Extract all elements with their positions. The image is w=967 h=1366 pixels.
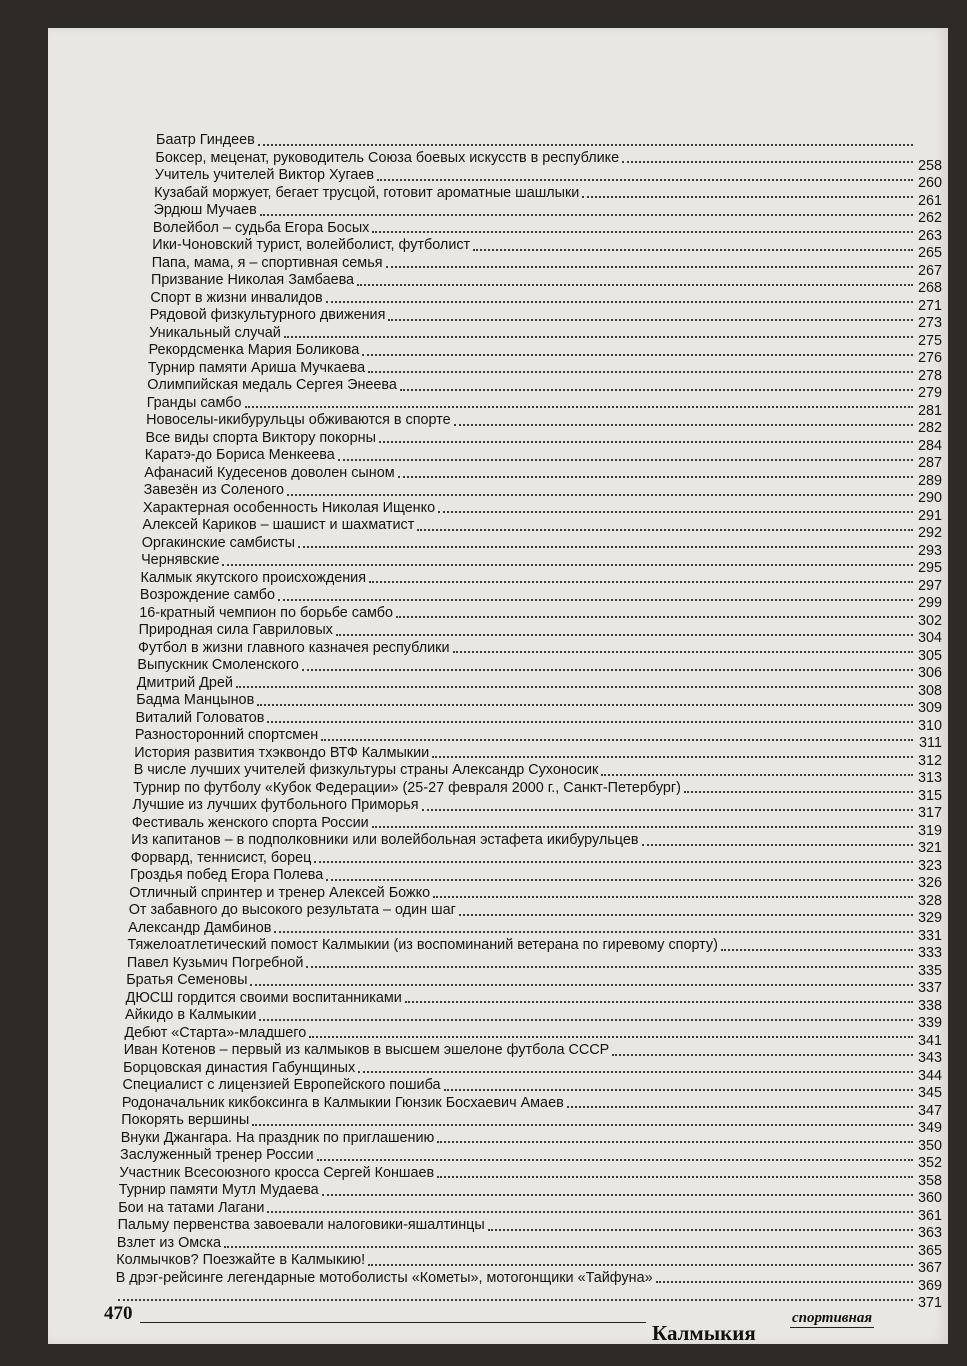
toc-entry-title: Специалист с лицензией Европейского пошиба: [122, 1077, 441, 1093]
toc-dot-leader: [453, 651, 914, 653]
toc-dot-leader: [372, 826, 913, 828]
toc-entry: [138, 639, 942, 664]
toc-dot-leader: [422, 809, 913, 811]
toc-dot-leader: [245, 406, 913, 408]
toc-dot-leader: [336, 634, 913, 636]
toc-entry-title: Алексей Кариков – шашист и шахматист: [142, 517, 415, 533]
toc-entry: [134, 744, 942, 769]
toc-entry-page: 369: [917, 1277, 942, 1294]
footer-rule: [140, 1322, 646, 1323]
toc-dot-leader: [642, 844, 913, 846]
toc-entry-title: Пальму первенства завоевали налоговики-яшалтинцы: [117, 1217, 485, 1233]
toc-entry: [116, 1252, 942, 1276]
toc-entry-page: 309: [917, 700, 942, 716]
toc-entry: [123, 1042, 942, 1066]
toc-entry: [131, 832, 942, 856]
toc-entry-title: Взлет из Омска: [116, 1234, 221, 1251]
toc-entry-page: 291: [917, 507, 942, 524]
toc-dot-leader: [259, 1019, 913, 1021]
toc-entry-page: 339: [917, 1015, 942, 1031]
toc-entry-page: 312: [917, 752, 942, 769]
toc-entry-title: Участник Всесоюзного кросса Сергей Коншаев: [119, 1164, 435, 1181]
toc-entry-page: 284: [917, 437, 942, 454]
toc-entry-title: Завезён из Соленого: [143, 482, 285, 498]
toc-entry-page: 349: [917, 1120, 942, 1136]
toc-entry-title: Эрдюш Мучаев: [153, 202, 257, 218]
toc-entry: [149, 324, 942, 349]
toc-entry-title: Борцовская династия Габунщиных: [123, 1059, 356, 1076]
toc-dot-leader: [357, 284, 913, 286]
toc-entry-page: 299: [917, 595, 942, 611]
toc-entry: [130, 849, 942, 874]
toc-entry: [127, 937, 943, 961]
toc-entry: [136, 674, 942, 699]
toc-entry-page: 282: [917, 420, 942, 436]
toc-dot-leader: [601, 774, 913, 776]
toc-dot-leader: [377, 179, 913, 181]
toc-dot-leader: [567, 1106, 913, 1108]
toc-entry-title: ДЮСШ гордится своими воспитанниками: [125, 989, 402, 1006]
toc-entry-title: Рекордсменка Мария Боликова: [148, 342, 360, 358]
toc-entry: [115, 1269, 942, 1294]
toc-entry-title: Природная сила Гавриловых: [138, 622, 333, 638]
toc-entry: [150, 289, 942, 314]
toc-entry-title: Лучшие из лучших футбольного Приморья: [132, 797, 419, 813]
toc-entry-page: 347: [917, 1102, 942, 1119]
toc-dot-leader: [326, 879, 913, 881]
toc-entry: [141, 552, 942, 576]
toc-dot-leader: [267, 721, 913, 723]
toc-dot-leader: [582, 196, 913, 198]
toc-dot-leader: [338, 459, 913, 461]
toc-entry-title: Павел Кузьмич Погребной: [126, 954, 304, 971]
toc-entry: [145, 429, 943, 454]
toc-entry-title: Выпускник Смоленского: [137, 657, 299, 673]
toc-entry-page: 317: [917, 805, 942, 821]
toc-entry-title: Александр Дамбинов: [128, 919, 272, 936]
toc-entry-title: Баатр Гиндеев: [156, 132, 255, 148]
toc-dot-leader: [306, 966, 913, 968]
toc-entry: [146, 412, 942, 436]
toc-entry-title: От забавного до высокого результата – один шаг: [128, 902, 456, 918]
toc-entry: [134, 727, 942, 751]
toc-entry-title: Каратэ-до Бориса Менкеева: [144, 447, 335, 463]
toc-entry-title: В числе лучших учителей физкультуры страны Александр Сухоносик: [133, 762, 599, 778]
toc-dot-leader: [433, 896, 913, 898]
toc-entry: [124, 1024, 942, 1049]
toc-entry-page: 344: [917, 1067, 942, 1084]
toc-entry-title: Фестиваль женского спорта России: [131, 814, 369, 831]
toc-entry-title: Турнир памяти Ариша Мучкаева: [147, 359, 366, 376]
toc-dot-leader: [438, 511, 913, 513]
toc-entry: [120, 1147, 942, 1171]
toc-entry: [115, 1287, 942, 1311]
toc-entry: [120, 1129, 942, 1154]
toc-entry-title: В дрэг-рейсинге легендарные мотоболисты «Кометы», мотогонщики «Тайфуна»: [115, 1269, 653, 1286]
toc-entry-page: 341: [917, 1032, 942, 1049]
toc-entry: [129, 884, 942, 909]
toc-entry: [139, 587, 942, 611]
toc-dot-leader: [274, 931, 913, 933]
toc-entry-page: 261: [917, 192, 942, 209]
toc-entry: [121, 1112, 942, 1136]
toc-entry-title: Все виды спорта Виктору покорны: [145, 429, 376, 446]
toc-entry: [143, 482, 942, 506]
table-of-contents: [112, 132, 942, 1311]
toc-entry-title: Возрождение самбо: [139, 587, 275, 603]
toc-entry-page: 321: [917, 840, 942, 856]
toc-dot-leader: [298, 546, 913, 548]
toc-entry: [137, 657, 942, 681]
toc-entry-title: Гроздья побед Егора Полева: [130, 867, 324, 883]
toc-entry-page: 361: [917, 1207, 942, 1224]
toc-dot-leader: [417, 529, 913, 531]
toc-dot-leader: [398, 476, 913, 478]
toc-entry-page: 268: [917, 280, 942, 296]
toc-entry: [146, 394, 942, 419]
toc-entry: [118, 1199, 942, 1224]
toc-entry: [132, 797, 942, 821]
toc-entry-title: Родоначальник кикбоксинга в Калмыкии Гюнзик Босхаевич Амаев: [121, 1094, 564, 1111]
toc-entry: [140, 569, 943, 594]
toc-entry-title: Бадма Манцынов: [136, 692, 255, 708]
toc-entry-page: 306: [917, 665, 942, 681]
toc-dot-leader: [622, 161, 913, 163]
toc-entry: [117, 1217, 942, 1241]
toc-dot-leader: [369, 581, 913, 583]
toc-entry: [143, 499, 942, 524]
toc-entry: [125, 1007, 942, 1031]
toc-entry: [118, 1182, 942, 1206]
toc-entry-title: Ики-Чоновский турист, волейболист, футболист: [152, 237, 471, 253]
toc-dot-leader: [444, 1089, 914, 1091]
toc-dot-leader: [454, 424, 913, 426]
toc-entry: [128, 902, 942, 926]
toc-entry-title: Бои на татами Лагани: [118, 1199, 265, 1216]
toc-entry: [136, 692, 942, 716]
toc-dot-leader: [236, 686, 913, 688]
toc-entry-page: 333: [917, 945, 942, 961]
toc-entry-title: Дебют «Старта»-младшего: [124, 1024, 307, 1041]
toc-entry-page: 262: [917, 210, 942, 226]
toc-entry-page: 265: [917, 245, 942, 261]
toc-dot-leader: [437, 1176, 913, 1178]
toc-entry-title: Из капитанов – в подполковники или волейбольная эстафета икибурульцев: [131, 832, 639, 848]
toc-dot-leader: [396, 616, 913, 618]
toc-entry: [155, 149, 942, 174]
toc-dot-leader: [326, 301, 913, 303]
toc-entry: [135, 709, 943, 734]
toc-entry-page: 363: [917, 1225, 942, 1241]
toc-dot-leader: [405, 1001, 913, 1003]
toc-entry: [144, 447, 942, 471]
toc-entry: [144, 464, 942, 489]
toc-entry-page: 335: [917, 962, 942, 979]
toc-entry: [154, 167, 942, 191]
toc-entry-page: 323: [917, 857, 942, 874]
toc-dot-leader: [302, 669, 913, 671]
toc-entry-page: 281: [917, 402, 942, 419]
toc-entry: [149, 307, 942, 331]
toc-entry-page: 329: [917, 910, 942, 926]
toc-entry-title: Разносторонний спортсмен: [134, 727, 319, 743]
toc-dot-leader: [358, 1071, 913, 1073]
toc-dot-leader: [684, 791, 913, 793]
toc-entry-page: 290: [917, 490, 942, 506]
toc-entry: [152, 219, 942, 244]
toc-entry: [126, 972, 942, 996]
toc-entry-page: 365: [917, 1242, 942, 1259]
toc-entry-page: 350: [917, 1137, 942, 1154]
toc-entry-page: 271: [917, 297, 942, 314]
toc-entry-title: Калмык якутского происхождения: [140, 569, 366, 586]
toc-entry-title: Колмычков? Поезжайте в Калмыкию!: [116, 1252, 366, 1268]
toc-entry-title: Виталий Головатов: [135, 709, 265, 726]
toc-dot-leader: [612, 1054, 913, 1056]
toc-entry-title: Покорять вершины: [121, 1112, 250, 1128]
toc-dot-leader: [488, 1229, 913, 1231]
toc-entry-page: 295: [917, 560, 942, 576]
toc-entry-title: История развития тхэквондо ВТФ Калмыкии: [134, 744, 430, 761]
toc-entry-title: Внуки Джангара. На праздник по приглашению: [120, 1129, 435, 1146]
toc-entry: [133, 762, 942, 786]
toc-entry-title: Братья Семеновы: [126, 972, 248, 988]
toc-entry-title: Оргакинские самбисты: [141, 534, 295, 551]
toc-entry-title: 16-кратный чемпион по борьбе самбо: [139, 604, 393, 621]
toc-entry-title: Форвард, теннисист, борец: [130, 849, 312, 866]
toc-entry-page: 310: [917, 717, 942, 734]
toc-dot-leader: [656, 1281, 913, 1283]
toc-entry-page: 328: [917, 892, 942, 909]
toc-entry-title: Турнир памяти Мутл Мудаева: [118, 1182, 319, 1198]
book-page: [48, 28, 948, 1344]
toc-entry-title: Боксер, меценат, руководитель Союза боевых искусств в республике: [155, 149, 620, 166]
toc-entry-page: 315: [917, 787, 942, 804]
toc-entry: [156, 132, 942, 150]
toc-entry-title: Айкидо в Калмыкии: [125, 1007, 257, 1023]
toc-entry-page: 326: [917, 875, 942, 891]
toc-entry: [131, 814, 942, 839]
footer-tagline: спортивная: [792, 1310, 873, 1326]
toc-entry-page: 338: [917, 997, 942, 1014]
toc-entry-page: 260: [917, 175, 942, 191]
toc-entry-page: 258: [917, 157, 942, 174]
toc-entry-page: 276: [917, 350, 942, 366]
toc-entry: [153, 202, 943, 226]
toc-entry-page: 313: [917, 770, 942, 786]
toc-entry-page: 275: [917, 332, 942, 349]
toc-entry-title: Чернявские: [141, 552, 220, 568]
toc-entry: [139, 604, 942, 629]
toc-entry-title: Гранды самбо: [146, 394, 242, 411]
toc-entry-page: 358: [917, 1172, 942, 1189]
toc-entry-page: 273: [917, 315, 942, 331]
toc-entry-title: Иван Котенов – первый из калмыков в высшем эшелоне футбола СССР: [123, 1042, 610, 1058]
toc-entry-page: 345: [917, 1085, 942, 1101]
toc-entry-page: 289: [917, 472, 942, 489]
toc-dot-leader: [257, 704, 913, 706]
toc-entry: [116, 1234, 942, 1259]
toc-entry: [147, 359, 942, 384]
toc-entry: [133, 779, 942, 804]
toc-entry-page: 302: [917, 612, 942, 629]
toc-dot-leader: [322, 1194, 913, 1196]
toc-entry-page: 278: [917, 367, 942, 384]
toc-entry-page: 287: [917, 455, 942, 471]
toc-dot-leader: [388, 319, 913, 321]
toc-entry: [151, 254, 942, 279]
toc-entry-page: 304: [917, 630, 942, 646]
toc-dot-leader: [368, 371, 913, 373]
toc-entry: [141, 534, 942, 559]
toc-entry-title: Уникальный случай: [149, 324, 281, 341]
toc-entry-title: Олимпийская медаль Сергея Энеева: [147, 377, 397, 393]
toc-entry-page: 311: [919, 735, 942, 751]
toc-dot-leader: [314, 861, 913, 863]
toc-dot-leader: [284, 336, 913, 338]
toc-entry-title: Тяжелоатлетический помост Калмыкии (из воспоминаний ветерана по гиревому спорту): [127, 937, 718, 953]
toc-entry-page: 343: [917, 1050, 942, 1066]
toc-entry: [142, 517, 942, 541]
toc-entry-page: 360: [917, 1190, 942, 1206]
toc-entry-page: 263: [917, 227, 942, 244]
toc-entry: [151, 272, 942, 296]
toc-dot-leader: [400, 389, 913, 391]
toc-entry-title: Отличный спринтер и тренер Алексей Божко: [129, 884, 431, 901]
toc-entry-page: 352: [917, 1155, 942, 1171]
toc-dot-leader: [278, 599, 913, 601]
toc-dot-leader: [459, 914, 913, 916]
toc-entry: [148, 342, 942, 366]
toc-entry-title: Кузабай моржует, бегает трусцой, готовит ароматные шашлыки: [154, 184, 580, 201]
toc-dot-leader: [222, 564, 913, 566]
toc-entry: [128, 919, 942, 944]
toc-entry-page: 331: [917, 927, 942, 944]
footer-brand: Калмыкия: [652, 1321, 756, 1345]
toc-entry: [121, 1094, 942, 1119]
toc-entry-title: Турнир по футболу «Кубок Федерации» (25-27 февраля 2000 г., Санкт-Петербург): [133, 779, 681, 796]
toc-entry: [125, 989, 942, 1014]
toc-dot-leader: [267, 1211, 913, 1213]
toc-entry-title: Афанасий Кудесенов доволен сыном: [144, 464, 395, 481]
toc-dot-leader: [473, 249, 913, 251]
page-number: 470: [104, 1303, 133, 1324]
toc-entry: [152, 237, 942, 261]
toc-dot-leader: [224, 1246, 913, 1248]
toc-entry: [123, 1059, 942, 1084]
toc-entry-page: 337: [917, 980, 942, 996]
toc-entry-page: 308: [917, 682, 942, 699]
toc-entry-title: Футбол в жизни главного казначея республики: [138, 639, 450, 656]
toc-entry-title: Дмитрий Дрей: [136, 674, 233, 691]
toc-dot-leader: [118, 1299, 913, 1301]
toc-dot-leader: [432, 756, 913, 758]
toc-entry-page: 292: [917, 525, 942, 541]
toc-dot-leader: [362, 354, 913, 356]
toc-dot-leader: [721, 949, 913, 951]
toc-entry-title: Учитель учителей Виктор Хугаев: [154, 167, 375, 183]
toc-dot-leader: [372, 231, 913, 233]
toc-dot-leader: [287, 494, 913, 496]
toc-dot-leader: [379, 441, 913, 443]
toc-entry: [147, 377, 942, 401]
toc-entry-title: Новоселы-икибурульцы обживаются в спорте: [146, 412, 451, 428]
toc-dot-leader: [309, 1036, 913, 1038]
toc-entry-title: Призвание Николая Замбаева: [151, 272, 355, 288]
toc-entry-title: Папа, мама, я – спортивная семья: [151, 254, 383, 271]
toc-entry-page: 267: [917, 262, 942, 279]
toc-entry-page: 279: [917, 385, 942, 401]
toc-dot-leader: [260, 214, 913, 216]
toc-entry-page: 371: [917, 1295, 942, 1311]
toc-entry-page: 367: [917, 1260, 942, 1276]
toc-entry-title: Спорт в жизни инвалидов: [150, 289, 323, 306]
toc-dot-leader: [252, 1124, 913, 1126]
toc-entry-page: 297: [917, 577, 942, 594]
toc-dot-leader: [368, 1264, 913, 1266]
toc-entry-page: 293: [917, 542, 942, 559]
toc-dot-leader: [250, 984, 913, 986]
toc-entry: [154, 184, 942, 209]
toc-dot-leader: [437, 1141, 913, 1143]
toc-dot-leader: [258, 144, 913, 146]
toc-entry-title: Рядовой физкультурного движения: [149, 307, 386, 323]
toc-entry: [119, 1164, 942, 1189]
toc-dot-leader: [386, 266, 914, 268]
toc-entry-title: Характерная особенность Николая Ищенко: [143, 499, 436, 516]
toc-entry: [126, 954, 942, 979]
toc-entry: [138, 622, 942, 646]
toc-entry: [122, 1077, 943, 1101]
toc-entry-title: Заслуженный тренер России: [120, 1147, 314, 1163]
toc-entry: [130, 867, 942, 891]
toc-entry-title: Волейбол – судьба Егора Босых: [152, 219, 370, 236]
toc-entry-page: 319: [917, 822, 942, 839]
toc-dot-leader: [321, 739, 913, 741]
toc-dot-leader: [317, 1159, 913, 1161]
toc-entry-page: 305: [917, 647, 942, 664]
